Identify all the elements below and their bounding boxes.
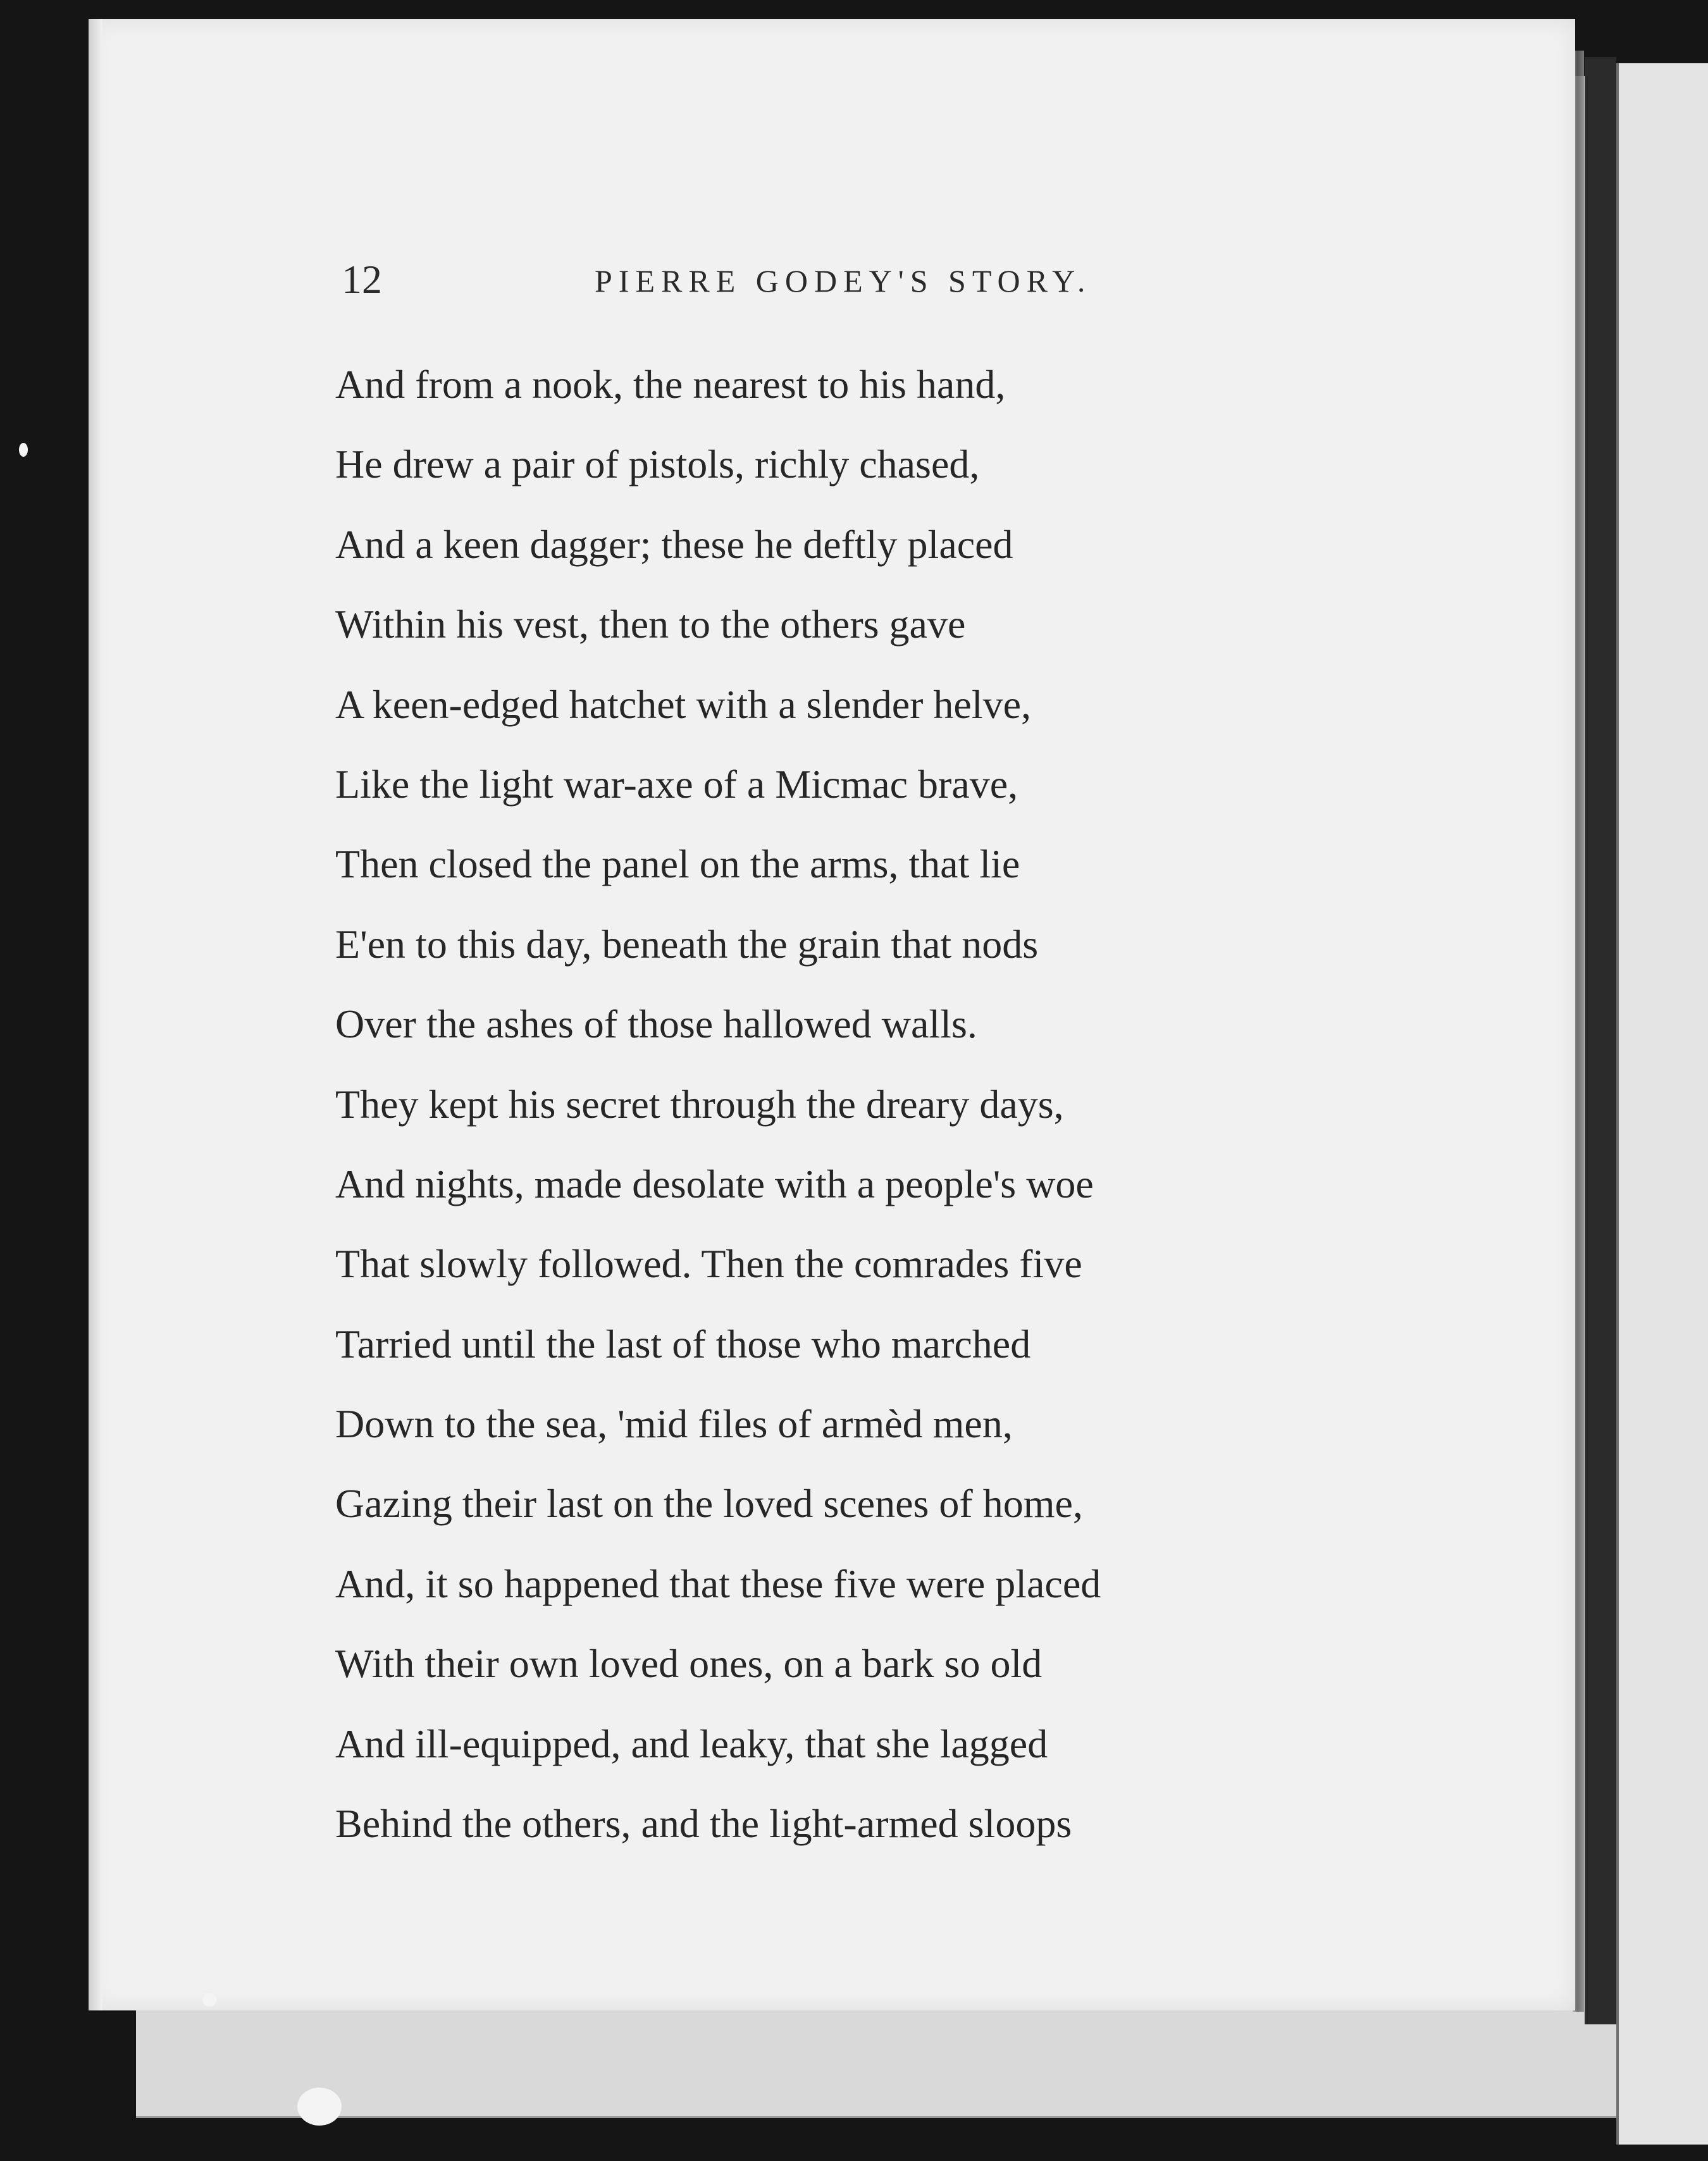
poem-line: He drew a pair of pistols, richly chased, — [335, 442, 980, 487]
poem-line: Down to the sea, 'mid files of armèd men, — [335, 1401, 1013, 1447]
book-page — [89, 19, 1575, 2010]
poem-text — [335, 345, 1474, 1864]
poem-line: They kept his secret through the dreary days, — [335, 1081, 1064, 1127]
poem-line: A keen-edged hatchet with a slender helve, — [335, 681, 1031, 727]
poem-line: Like the light war-axe of a Micmac brave, — [335, 761, 1018, 807]
poem-line: E'en to this day, beneath the grain that nods — [335, 921, 1039, 967]
dust-speck — [19, 443, 28, 457]
poem-line: Behind the others, and the light-armed sloops — [335, 1801, 1072, 1847]
poem-line: That slowly followed. Then the comrades five — [335, 1241, 1082, 1287]
poem-line: And nights, made desolate with a people's woe — [335, 1161, 1094, 1206]
poem-line: Over the ashes of those hallowed walls. — [335, 1001, 977, 1047]
dust-speck — [202, 1993, 216, 2007]
page-number: 12 — [342, 257, 382, 302]
facing-page-edge — [1616, 63, 1708, 2145]
running-head: PIERRE GODEY'S STORY. — [595, 263, 1092, 299]
poem-line: And a keen dagger; these he deftly placed — [335, 521, 1013, 567]
poem-line: And, it so happened that these five were placed — [335, 1561, 1101, 1606]
poem-line: Tarried until the last of those who marched — [335, 1321, 1031, 1366]
dust-speck — [297, 2088, 342, 2126]
book-spine-gutter — [1585, 57, 1616, 2024]
page-header — [89, 256, 1575, 307]
poem-line: And ill-equipped, and leaky, that she lagged — [335, 1721, 1048, 1766]
page-shadow-edge — [89, 19, 102, 2010]
poem-line: Gazing their last on the loved scenes of home, — [335, 1481, 1083, 1526]
poem-line: Then closed the panel on the arms, that lie — [335, 841, 1020, 887]
poem-line: With their own loved ones, on a bark so old — [335, 1641, 1043, 1687]
poem-line: Within his vest, then to the others gave — [335, 602, 966, 647]
poem-line: And from a nook, the nearest to his hand, — [335, 362, 1006, 407]
